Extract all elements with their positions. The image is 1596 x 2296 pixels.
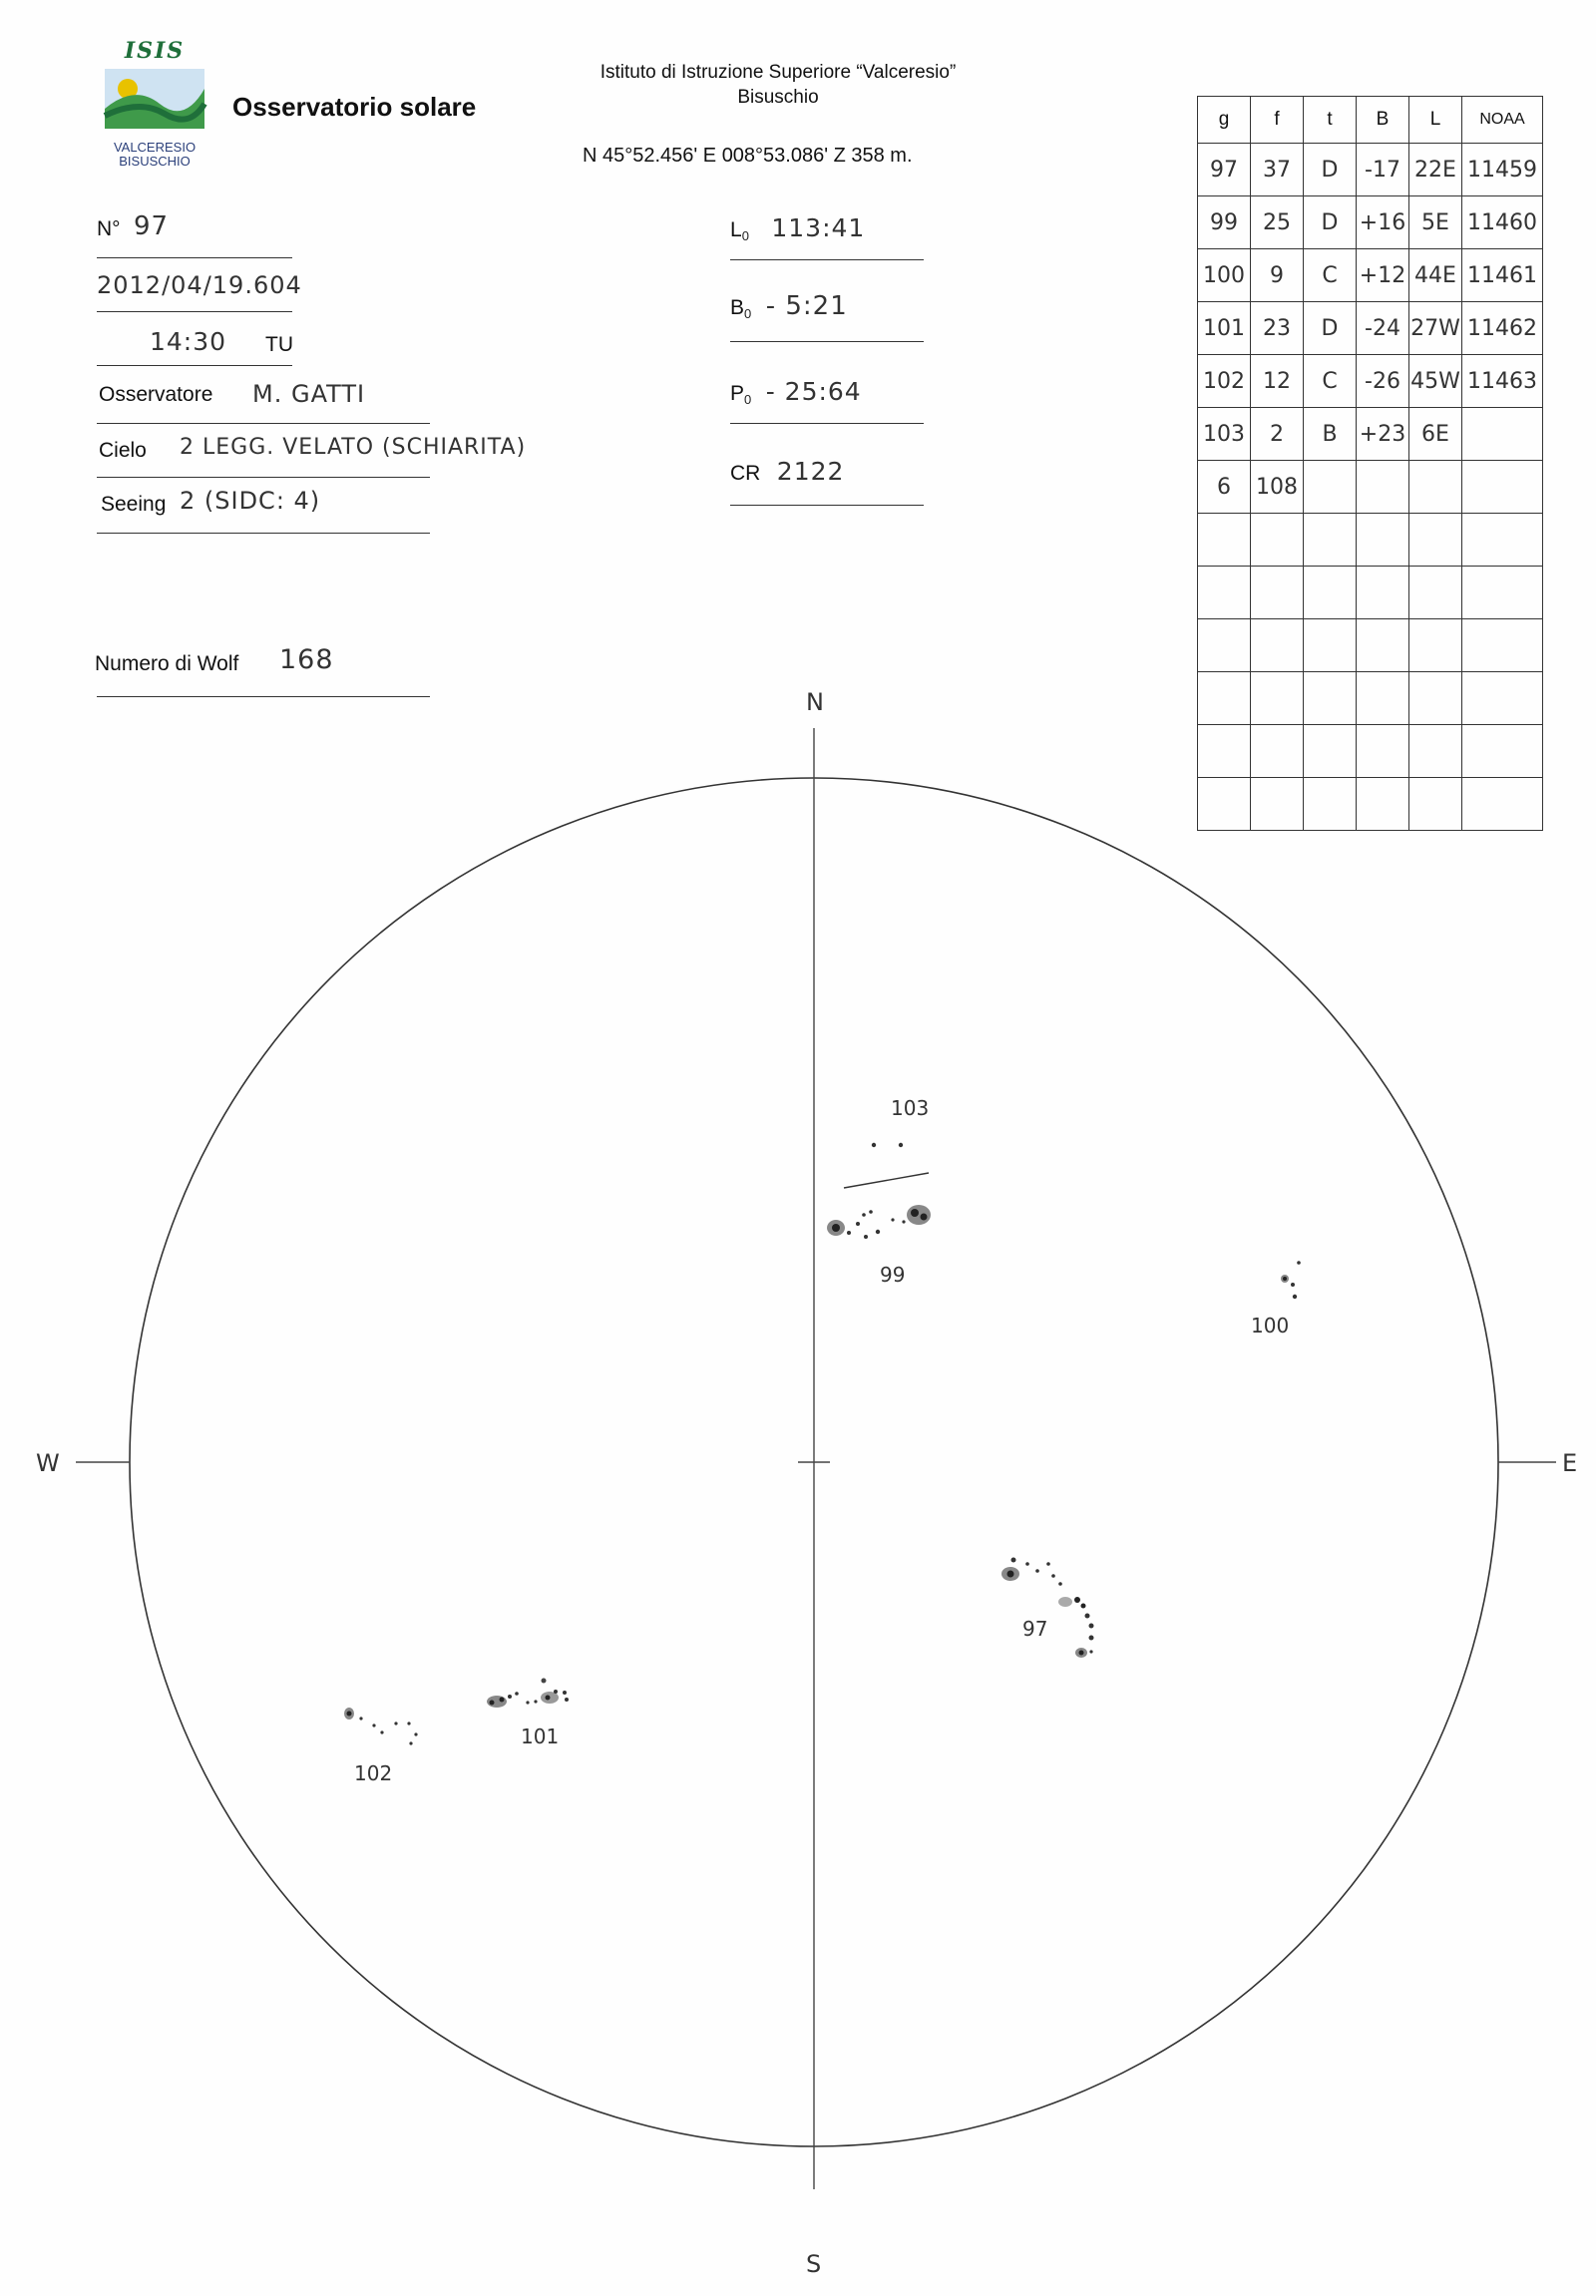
table-cell: +12: [1357, 249, 1409, 302]
group-label-103: 103: [891, 1096, 930, 1120]
l0-value: 113:41: [771, 213, 866, 242]
table-cell: +23: [1357, 408, 1409, 461]
header-f: f: [1251, 97, 1304, 144]
seeing-value: 2 (SIDC: 4): [180, 487, 321, 515]
west-label: W: [36, 1449, 60, 1477]
b0-value: - 5:21: [765, 291, 848, 321]
table-cell: 6E: [1409, 408, 1462, 461]
header-b: B: [1357, 97, 1409, 144]
sunspot-group-103: [844, 1096, 929, 1188]
time-unit: TU: [265, 333, 293, 356]
north-label: N: [806, 688, 824, 716]
table-cell: 99: [1198, 196, 1251, 249]
east-label: E: [1562, 1449, 1578, 1477]
p0-value: - 25:64: [765, 377, 862, 406]
b0-label: B: [730, 296, 745, 319]
table-cell: 11462: [1462, 302, 1543, 355]
table-cell: 11460: [1462, 196, 1543, 249]
observer-value: M. GATTI: [252, 380, 366, 408]
cr-value: 2122: [776, 457, 845, 486]
table-cell: D: [1304, 302, 1357, 355]
institute-line2: Bisuschio: [737, 87, 819, 108]
observer-label: Osservatore: [99, 383, 213, 406]
table-cell: C: [1304, 249, 1357, 302]
table-cell: 108: [1251, 461, 1304, 514]
table-cell: 12: [1251, 355, 1304, 408]
group-label-100: 100: [1251, 1314, 1290, 1338]
table-cell: 9: [1251, 249, 1304, 302]
p0-subscript: 0: [744, 392, 752, 408]
table-cell: +16: [1357, 196, 1409, 249]
group-label-97: 97: [1022, 1617, 1048, 1641]
table-cell: 37: [1251, 144, 1304, 196]
table-cell: 11461: [1462, 249, 1543, 302]
table-cell: C: [1304, 355, 1357, 408]
table-cell: 11463: [1462, 355, 1543, 408]
date-value: 2012/04/19.604: [97, 271, 302, 299]
table-cell: 103: [1198, 408, 1251, 461]
table-cell: 102: [1198, 355, 1251, 408]
table-cell: B: [1304, 408, 1357, 461]
table-cell: 23: [1251, 302, 1304, 355]
group-label-101: 101: [521, 1724, 560, 1748]
table-cell: D: [1304, 144, 1357, 196]
site-coordinates: N 45°52.456' E 008°53.086' Z 358 m.: [583, 145, 913, 167]
table-cell: 97: [1198, 144, 1251, 196]
table-cell: 22E: [1409, 144, 1462, 196]
sunspot-group-100: [1251, 1261, 1301, 1338]
l0-subscript: 0: [741, 228, 749, 244]
group-label-99: 99: [880, 1263, 906, 1287]
table-cell: D: [1304, 196, 1357, 249]
table-cell: 100: [1198, 249, 1251, 302]
south-label: S: [806, 2250, 822, 2278]
cr-label: CR: [730, 462, 761, 485]
table-cell: 45W: [1409, 355, 1462, 408]
p0-label: P: [730, 382, 745, 405]
table-cell: 11459: [1462, 144, 1543, 196]
sky-label: Cielo: [99, 439, 147, 462]
header-noaa: NOAA: [1462, 97, 1543, 144]
table-cell: -24: [1357, 302, 1409, 355]
number-label: N°: [97, 217, 121, 240]
table-cell: -26: [1357, 355, 1409, 408]
sunspot-group-99: [827, 1205, 931, 1287]
table-cell: 6: [1198, 461, 1251, 514]
header-l: L: [1409, 97, 1462, 144]
logo-caption-line2: BISUSCHIO: [119, 154, 191, 169]
table-cell: -17: [1357, 144, 1409, 196]
table-cell: 101: [1198, 302, 1251, 355]
logo-mark: ISIS: [124, 38, 186, 64]
time-value: 14:30: [150, 327, 227, 356]
header-t: t: [1304, 97, 1357, 144]
sunspot-group-101: [487, 1679, 569, 1749]
observatory-title: Osservatorio solare: [232, 92, 477, 122]
table-cell: 5E: [1409, 196, 1462, 249]
sky-value: 2 LEGG. VELATO (SCHIARITA): [180, 435, 527, 460]
sunspot-group-97: [1001, 1558, 1094, 1659]
wolf-label: Numero di Wolf: [95, 652, 239, 675]
l0-label: L: [730, 218, 742, 241]
b0-subscript: 0: [744, 306, 752, 322]
logo-caption-line1: VALCERESIO: [113, 140, 197, 155]
table-cell: 27W: [1409, 302, 1462, 355]
table-cell: 44E: [1409, 249, 1462, 302]
wolf-value: 168: [279, 644, 334, 675]
table-cell: 25: [1251, 196, 1304, 249]
number-value: 97: [134, 211, 170, 241]
seeing-label: Seeing: [101, 493, 167, 516]
table-cell: 2: [1251, 408, 1304, 461]
institute-line1: Istituto di Istruzione Superiore “Valceresio”: [599, 62, 957, 83]
sunspot-group-102: [344, 1708, 418, 1785]
header-g: g: [1198, 97, 1251, 144]
group-label-102: 102: [354, 1761, 393, 1785]
